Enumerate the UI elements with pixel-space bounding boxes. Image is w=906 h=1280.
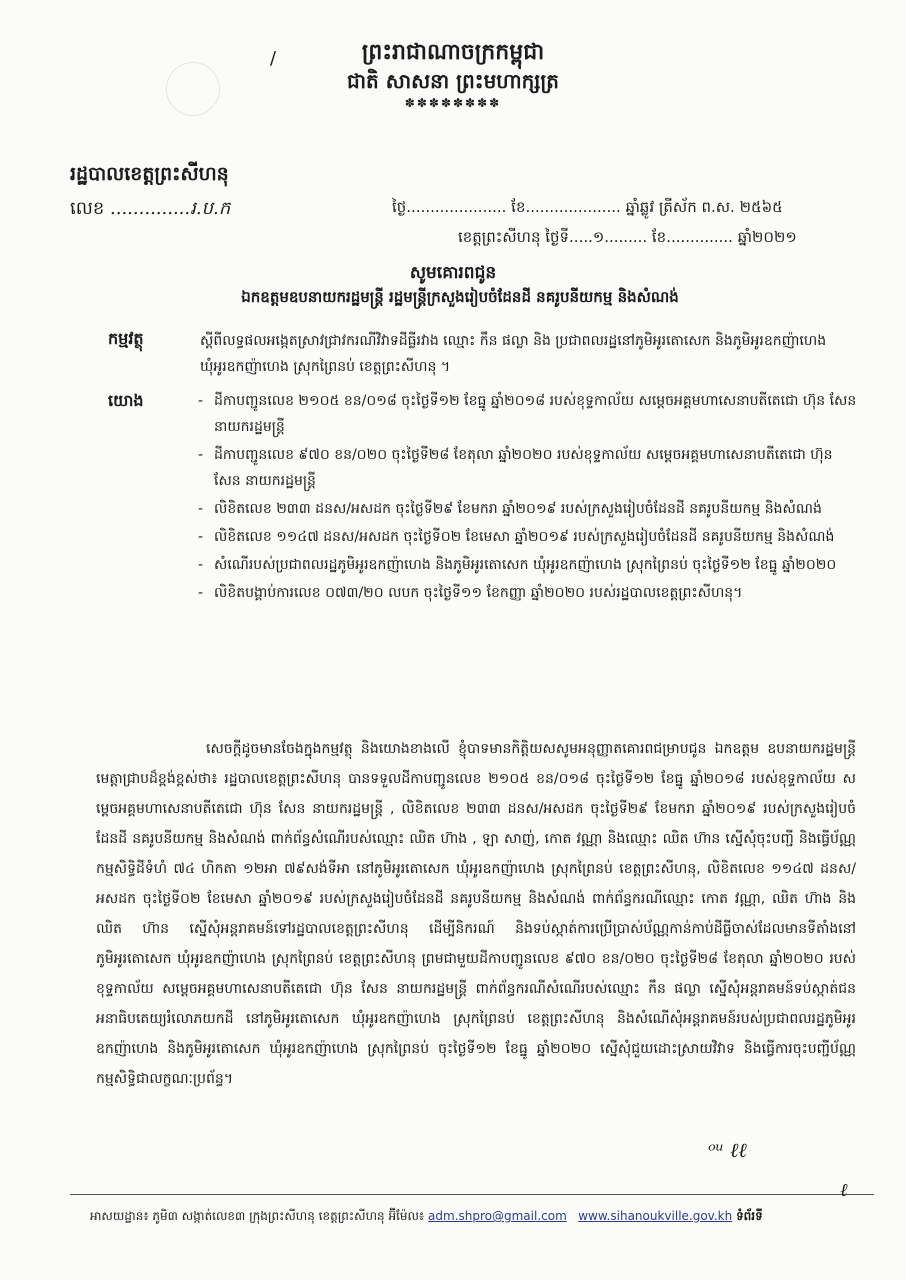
reference-label: លេខ [70, 198, 105, 219]
subject-label: កម្មវត្ថុ [108, 329, 144, 348]
reference-value: ..............រ.ប.ក [110, 198, 231, 219]
reference-item: - លិខិតបង្គាប់ការលេខ ០៧៣/២០ លបក ចុះថ្ងៃទី១១ ខែកញ្ញា ឆ្នាំ២០២០ របស់រដ្ឋបាលខេត្តព្រះសីហនុ។ [198, 580, 858, 606]
reference-item: - លិខិតលេខ ២៣៣ ដនស/អសដក ចុះថ្ងៃទី២៩ ខែមករា ឆ្នាំ២០១៩ របស់ក្រសួងរៀបចំដែនដី នគរូបនីយកម្ម និងសំណង់ [198, 496, 858, 522]
reference-item: - សំណើរបស់ប្រជាពលរដ្ឋភូមិអូរឧកញ៉ាហេង និងភូមិអូរតោសេក ឃុំអូរឧកញ៉ាហេង ស្រុកព្រៃនប់ ចុះថ្ងៃទី១២ ខែធ្នូ ឆ្នាំ២០២០ [198, 552, 858, 578]
footer-divider [70, 1194, 874, 1195]
footer-website-link[interactable]: www.sihanoukville.gov.kh [578, 1209, 733, 1223]
recipient-title: ឯកឧត្តមឧបនាយករដ្ឋមន្ត្រី រដ្ឋមន្ត្រីក្រសួងរៀបចំដែនដី នគរូបនីយកម្ម និងសំណង់ [241, 288, 679, 306]
reference-number [70, 196, 230, 223]
salutation-respect: សូមគោរពជូន [409, 263, 497, 283]
kingdom-title: ព្រះរាជាណាចក្រកម្ពុជា [361, 40, 545, 65]
body-paragraph: សេចក្តីដូចមានចែងក្នុងកម្មវត្ថុ និងយោងខាងលើ ខ្ញុំបាទមានកិត្តិយសសូមអនុញ្ញាតគោរពជម្រាបជូន ឯកឧត្តម ឧបនាយករដ្ឋមន្ត្រី មេត្តាជ្រាបដ៏ខ្ពង់ខ្ពស់ថា៖ រដ្ឋបាលខេត្តព្រះសីហនុ បានទទួលដីកាបញ្ជូនលេខ ២១០៥ ខន/០១៨ ចុះថ្ងៃទី១២ ខែធ្នូ ឆ្នាំ២០១៨ របស់ខុទ្ទកាល័យ សម្តេចអគ្គមហាសេនាបតីតេជោ ហ៊ុន សែន នាយករដ្ឋមន្ត្រី , លិខិតលេខ ២៣៣ ដនស/អសដក ចុះថ្ងៃទី២៩ ខែមករា ឆ្នាំ២០១៩ របស់ក្រសួងរៀបចំដែនដី នគរូបនីយកម្ម និងសំណង់ ពាក់ព័ន្ធសំណើរបស់ឈ្មោះ ឈិត ហ៊ាង , ឡា សាញ់, កោត វណ្ណា និងឈ្មោះ ឈិត ហ៊ាន ស្នើសុំចុះបញ្ជី និងធ្វើប័ណ្ណកម្មសិទ្ធិដីទំហំ ៧៤ ហិកតា ១២អា ៧៩សង់ទីអា នៅភូមិអូរតោសេក ឃុំអូរឧកញ៉ាហេង ស្រុកព្រៃនប់ ខេត្តព្រះសីហនុ, លិខិតលេខ ១១៤៧ ដនស/អសដក ចុះថ្ងៃទី០២ ខែមេសា ឆ្នាំ២០១៩ របស់ក្រសួងរៀបចំដែនដី នគរូបនីយកម្ម និងសំណង់ ពាក់ព័ន្ធករណីឈ្មោះ កោត វណ្ណា, ឈិត ហ៊ាង និង ឈិត ហ៊ាន ស្នើសុំអន្តរាគមន៍ទៅរដ្ឋបាលខេត្តព្រះសីហនុ ដើម្បីនិករណ៍ និងទប់ស្កាត់ការប្រើប្រាស់ប័ណ្ណកាន់កាប់ដីធ្លីចាស់ដែលមានទីតាំងនៅភូមិអូរតោសេក ឃុំអូរឧកញ៉ាហេង ស្រុកព្រៃនប់ ខេត្តព្រះសីហនុ ព្រមជាមួយដីកាបញ្ជូនលេខ ៩៧០ ខន/០២០ ចុះថ្ងៃទី២៨ ខែតុលា ឆ្នាំ២០២០ របស់ខុទ្ទកាល័យ សម្តេចអគ្គមហាសេនាបតីតេជោ ហ៊ុន សែន នាយករដ្ឋមន្ត្រី ពាក់ព័ន្ធករណីសំណើរបស់ឈ្មោះ កឹន ផល្លា ស្នើសុំអន្តរាគមន៍ទប់ស្កាត់ជនអនាធិបតេយ្យរំលោភយកដី នៅភូមិអូរតោសេក ឃុំអូរឧកញ៉ាហេង ស្រុកព្រៃនប់ ខេត្តព្រះសីហនុ និងសំណើសុំអន្តរាគមន៍របស់ប្រជាពលរដ្ឋភូមិអូរឧកញ៉ាហេង និងភូមិអូរតោសេក ឃុំអូរឧកញ៉ាហេង ស្រុកព្រៃនប់ ចុះថ្ងៃទី១២ ខែធ្នូ ឆ្នាំ២០២០ ស្នើសុំជួយដោះស្រាយវិវាទ និងធ្វើការចុះបញ្ជីប័ណ្ណកម្មសិទ្ធិជាលក្ខណៈប្រព័ន្ធ។ [96, 741, 856, 1087]
footer-email-link[interactable]: adm.shpro@gmail.com [428, 1209, 567, 1223]
ornament-divider: ✽✽✽✽✽✽✽✽ [404, 96, 502, 110]
seal-watermark-icon [166, 62, 220, 116]
references-label: យោង [108, 391, 144, 410]
issuer-name: រដ្ឋបាលខេត្តព្រះសីហនុ [70, 163, 229, 185]
subject-text: ស្តីពីលទ្ធផលអង្កេតស្រាវជ្រាវករណីវិវាទដីធ្លីរវាង ឈ្មោះ កឹន ផល្លា និង ប្រជាពលរដ្ឋនៅភូមិអូរតោសេក និងភូមិអូរឧកញ៉ាហេង ឃុំអូរឧកញ៉ាហេង ស្រុកព្រៃនប់ ខេត្តព្រះសីហនុ ។ [200, 333, 827, 375]
page-label: ទំព័រទី [736, 1209, 763, 1223]
reference-item: - លិខិតលេខ ១១៤៧ ដនស/អសដក ចុះថ្ងៃទី០២ ខែមេសា ឆ្នាំ២០១៩ របស់ក្រសួងរៀបចំដែនដី នគរូបនីយកម្ម និងសំណង់ [198, 524, 858, 550]
initials-signature-icon: ᵒᵘ ℓℓ [708, 1138, 747, 1162]
reference-item: - ដីកាបញ្ជូនលេខ ២១០៥ ខន/០១៨ ចុះថ្ងៃទី១២ ខែធ្នូ ឆ្នាំ២០១៨ របស់ខុទ្ទកាល័យ សម្តេចអគ្គមហាសេនាបតីតេជោ ហ៊ុន សែន នាយករដ្ឋមន្ត្រី [198, 388, 858, 440]
pen-mark-icon: / [270, 48, 277, 69]
margin-initial-icon: ℓ [840, 1180, 848, 1201]
footer-address: អាសយដ្ឋាន៖ ភូមិ៣ សង្កាត់លេខ៣ ក្រុងព្រះសីហនុ ខេត្តព្រះសីហនុ អ៊ីម៉ែល៖ [90, 1209, 425, 1223]
solar-date: ខេត្តព្រះសីហនុ ថ្ងៃទី.....១......... ខែ.............. ឆ្នាំ២០២១ [458, 228, 797, 246]
footer [90, 1208, 763, 1226]
references-list [198, 388, 858, 608]
reference-item: - ដីកាបញ្ជូនលេខ ៩៧០ ខន/០២០ ចុះថ្ងៃទី២៨ ខែតុលា ឆ្នាំ២០២០ របស់ខុទ្ទកាល័យ សម្តេចអគ្គមហាសេនាបតីតេជោ ហ៊ុន សែន នាយករដ្ឋមន្ត្រី [198, 442, 858, 494]
national-motto: ជាតិ សាសនា ព្រះមហាក្សត្រ [347, 69, 559, 93]
lunar-date: ថ្ងៃ..................... ខែ.................... ឆ្នាំឆ្លូវ ត្រីស័ក ព.ស. ២៥៦៥ [392, 198, 783, 216]
